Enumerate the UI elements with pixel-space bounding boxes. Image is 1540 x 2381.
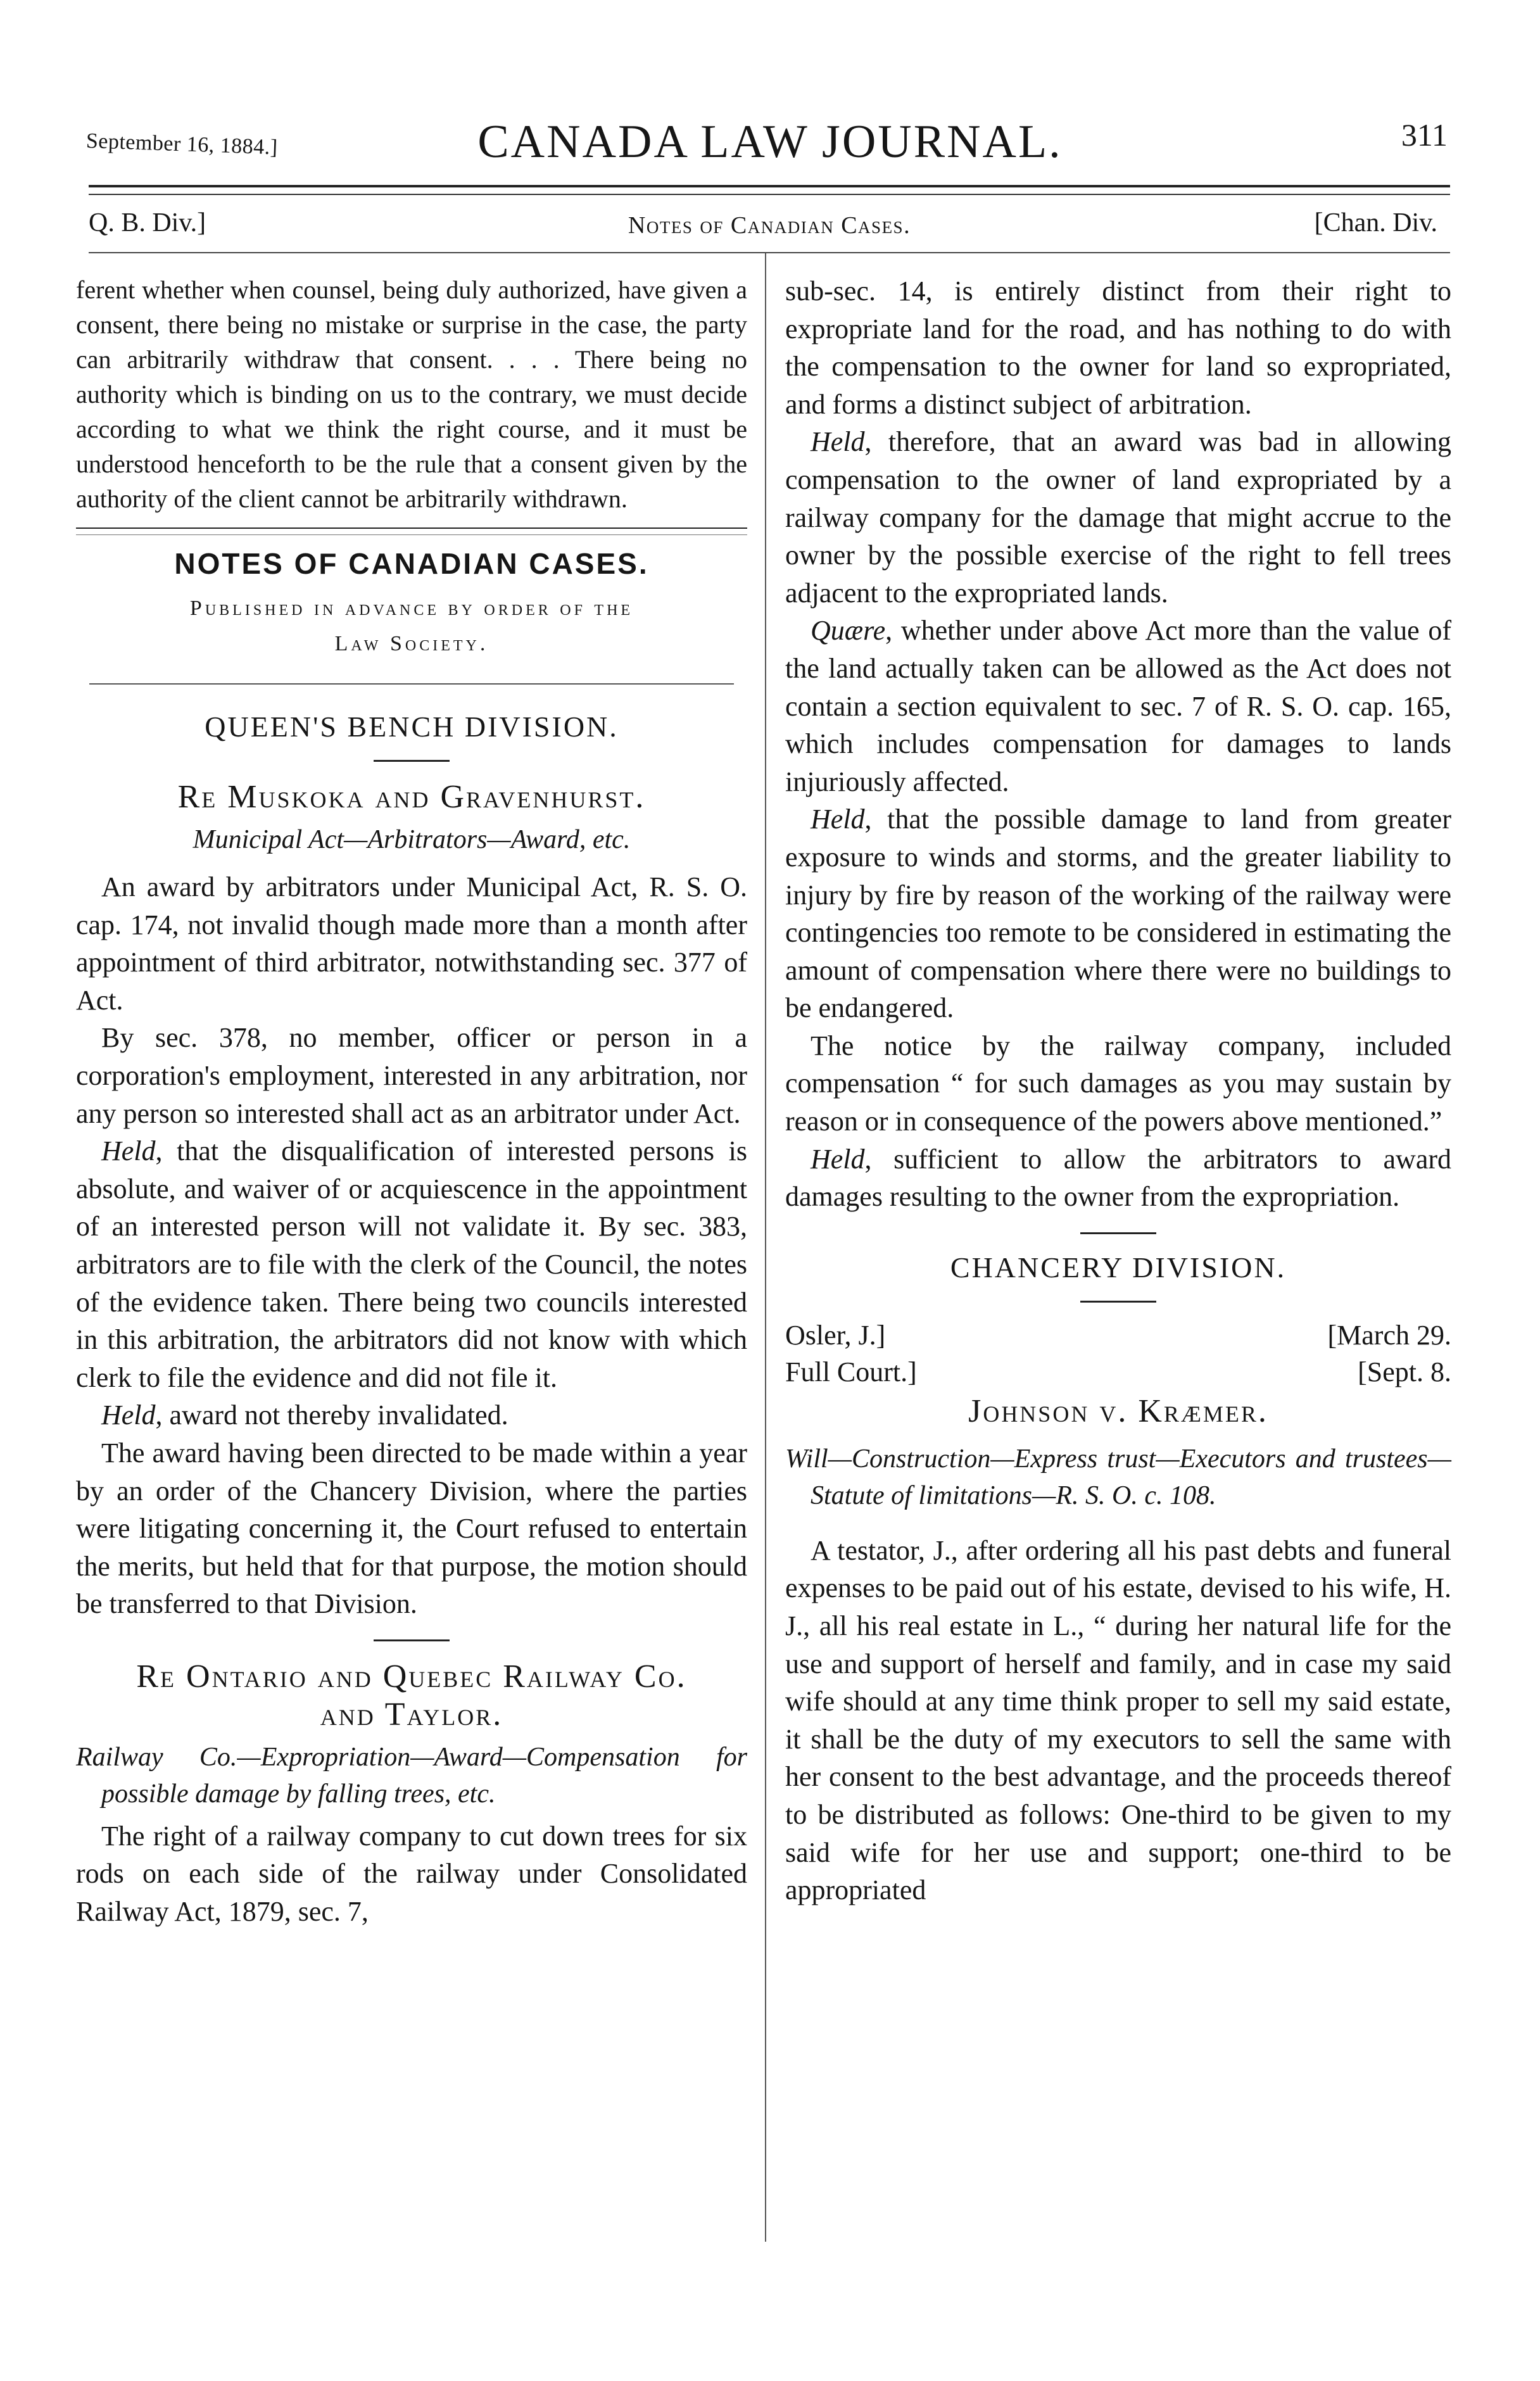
muskoka-paragraph-4 — [76, 1396, 747, 1434]
muskoka-paragraph-5: The award having been directed to be made within a year by an order of the Chancery Division, where the parties were litigating concerning it, the Court refused to entertain the merits, but held that for that purpose, the motion should be transferred to that Division. — [76, 1437, 747, 1620]
muskoka-paragraph-2: By sec. 378, no member, officer or person in a corporation's employment, interested in any arbitration, nor any person so interested shall act as an arbitrator under Act. — [76, 1022, 747, 1129]
short-rule — [374, 1639, 450, 1641]
section-rule — [89, 252, 1450, 253]
opening-paragraph: ferent whether when counsel, being duly authorized, have given a consent, there being no mistake or surprise in the case, the party can arbitrarily withdraw that consent. . . . There being no authority which is binding on us to the contrary, we must decide according to what we think the right course, and it must be understood henceforth to be the rule that a consent given by the authority of the client cannot be arbitrarily withdrawn. — [76, 275, 747, 513]
section-head — [89, 208, 1450, 246]
decision-date-2: [Sept. 8. — [1358, 1356, 1451, 1387]
muskoka-paragraph-1: An award by arbitrators under Municipal Act, R. S. O. cap. 174, not invalid though made more than a month after appointment of third arbitrator, notwithstanding sec. 377 of Act. — [76, 871, 747, 1016]
ontario-quebec-held-2-text: , that the possible damage to land from greater exposure to winds and storms, and the greater liability to injury by fire by reason of the working of the railway were contingencies too remote to be considered in estimating the amount of compensation where there were no buildings to be endangered. — [785, 804, 1451, 1024]
held-label: Held — [811, 804, 865, 835]
section-left-label: Q. B. Div.] — [89, 208, 206, 237]
section-right-label: [Chan. Div. — [1314, 208, 1437, 237]
journal-title: CANADA LAW JOURNAL. — [477, 116, 1063, 168]
case-title-johnson: Johnson v. Kræmer. — [968, 1393, 1268, 1429]
short-rule — [1080, 1301, 1156, 1303]
column-divider — [765, 253, 766, 2242]
section-center-label: Notes of Canadian Cases. — [628, 212, 911, 239]
catchwords-ontario-quebec: Railway Co.—Expropriation—Award—Compensation for possible damage by falling trees, etc. — [76, 1742, 747, 1809]
ontario-quebec-held-1-text: , therefore, that an award was bad in allowing compensation to the owner of land expropriated by a railway company for the damage that might accrue to the owner by the possible exercise of the right to fell trees adjacent to the expropriated lands. — [785, 426, 1451, 609]
quaere-label: Quære — [811, 615, 886, 647]
ontario-quebec-held-2 — [785, 800, 1451, 1027]
notes-heading: NOTES OF CANADIAN CASES. — [174, 547, 649, 580]
held-label: Held — [811, 426, 865, 458]
short-rule — [1080, 1232, 1156, 1234]
separator-rule — [89, 683, 734, 685]
ontario-quebec-quaere-text: , whether under above Act more than the value of the land actually taken can be allowed as the Act does not contain a section equivalent to sec. 7 of R. S. O. cap. 165, which includes compensation for damages to lands injuriously affected. — [785, 615, 1451, 797]
ontario-quebec-quaere — [785, 612, 1451, 800]
left-column — [76, 272, 747, 1931]
catchwords-muskoka: Municipal Act—Arbitrators—Award, etc. — [192, 825, 631, 854]
judge-name-2: Full Court.] — [785, 1356, 917, 1387]
published-line-2: Law Society. — [334, 632, 489, 655]
published-line-1: Published in advance by order of the — [189, 597, 634, 620]
separator-double-rule — [76, 527, 747, 535]
case-title-ontario-quebec-2: and Taylor. — [320, 1696, 503, 1733]
catchwords-johnson: Will—Construction—Express trust—Executors and trustees—Statute of limitations—R. S. O. c. 108. — [785, 1444, 1451, 1510]
judge-line-1 — [785, 1319, 1451, 1356]
ontario-quebec-paragraph-1: The right of a railway company to cut down trees for six rods on each side of the railway under Consolidated Railway Act, 1879, sec. 7, — [76, 1820, 747, 1928]
ontario-quebec-continuation: sub-sec. 14, is entirely distinct from their right to expropriate land for the road, and has nothing to do with the compensation to the owner for land so expropriated, and forms a distinct subject of arbitration. — [785, 275, 1451, 420]
held-label: Held — [811, 1143, 865, 1175]
decision-date-1: [March 29. — [1327, 1319, 1451, 1351]
short-rule — [374, 760, 450, 762]
right-column — [785, 272, 1451, 1909]
held-label: Held — [101, 1135, 156, 1167]
court-heading-queens-bench: QUEEN'S BENCH DIVISION. — [205, 711, 619, 743]
issue-date: September 16, 1884.] — [85, 129, 279, 160]
running-head — [86, 115, 1454, 185]
muskoka-paragraph-3-text: , that the disqualification of interested persons is absolute, and waiver of or acquiescence in the appointment of an interested person will not validate it. By sec. 383, arbitrators are to file with the clerk of the Council, the notes of the evidence taken. There being two councils interested in this arbitration, the arbitrators did not know with which clerk to file the evidence and did not file it. — [76, 1135, 747, 1393]
header-double-rule — [89, 185, 1450, 195]
ontario-quebec-held-3-text: , sufficient to allow the arbitrators to award damages resulting to the owner from the expropriation. — [785, 1143, 1451, 1213]
ontario-quebec-notice: The notice by the railway company, included compensation “ for such damages as you may sustain by reason or in consequence of the powers above mentioned.” — [785, 1030, 1451, 1137]
held-label: Held — [101, 1399, 156, 1431]
ontario-quebec-held-1 — [785, 423, 1451, 612]
court-heading-chancery: CHANCERY DIVISION. — [950, 1251, 1287, 1284]
muskoka-paragraph-3 — [76, 1132, 747, 1396]
case-title-ontario-quebec-1: Re Ontario and Quebec Railway Co. — [136, 1658, 687, 1695]
case-title-muskoka: Re Muskoka and Gravenhurst. — [177, 779, 646, 815]
ontario-quebec-held-3 — [785, 1140, 1451, 1216]
johnson-paragraph-1: A testator, J., after ordering all his past debts and funeral expenses to be paid out of his estate, devised to his wife, H. J., all his real estate in L., “ during her natural life for the use and support of herself and family, and in case my said wife should at any time think proper to sell my said estate, it shall be the duty of my executors to sell the same with her consent to the best advantage, and the proceeds thereof to be distributed as follows: One-third to be given to my said wife for her use and support; one-third to be appropriated — [785, 1534, 1451, 1906]
muskoka-paragraph-4-text: , award not thereby invalidated. — [155, 1399, 508, 1431]
page-number: 311 — [1401, 117, 1448, 153]
judge-line-2 — [785, 1356, 1451, 1393]
judge-name-1: Osler, J.] — [785, 1319, 886, 1351]
